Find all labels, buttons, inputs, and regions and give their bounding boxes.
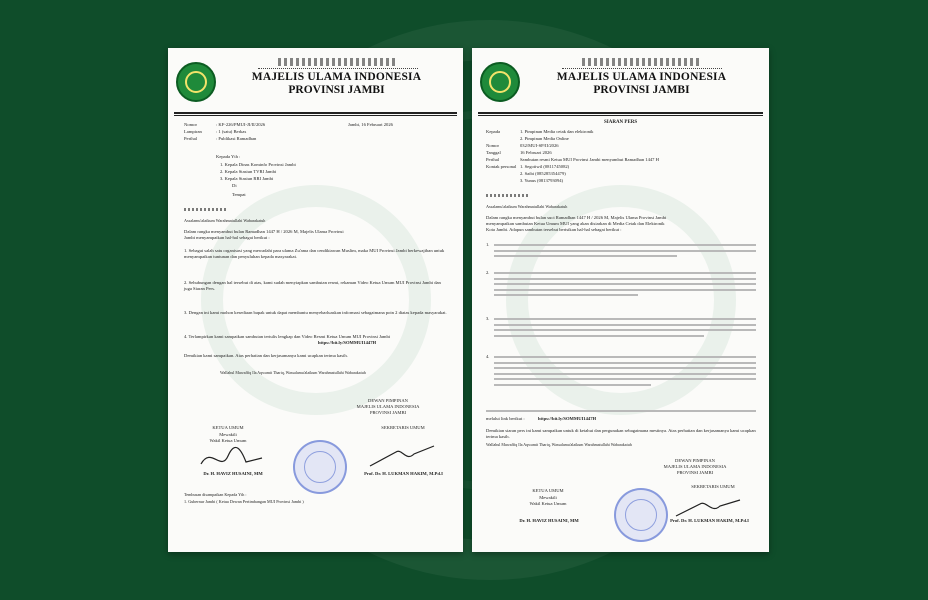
tanggal-label: Tanggal — [486, 150, 501, 155]
sekretaris-title: SEKRETARIS UMUM — [381, 425, 425, 430]
basmalah-arabic — [486, 194, 530, 197]
kepada-value: 2. Pimpinan Media Online — [520, 136, 569, 141]
kontak-label: Kontak personal — [486, 164, 517, 169]
header-divider — [174, 112, 457, 114]
salutation: Assalamu'alaikum Warahmatullahi Wabarakatuh — [486, 204, 568, 209]
sekretaris-name: Prof. Dr. H. LUKMAN HAKIM, M.Pd.I — [364, 471, 443, 476]
ketua-sub: Mewakili — [539, 495, 557, 500]
intro-line: menyampaikan sambutan Ketua Umum MUI yang akan disiarkan di Media Cetak dan Elektronik — [486, 221, 665, 226]
video-link[interactable]: https://bit.ly/SOMMUI1447H — [318, 340, 377, 345]
perihal-label: Perihal — [486, 157, 500, 162]
council-line: MAJELIS ULAMA INDONESIA — [663, 464, 727, 469]
intro-line: Jambi menyampaikan hal-hal sebagai berikut : — [184, 235, 270, 240]
point-number: 2. — [486, 270, 490, 275]
recipient-item: 3. Kepala Stasiun RRI Jambi — [220, 176, 274, 181]
nomor-value: : KF-226/PMUI-JI/II/2026 — [216, 122, 266, 127]
org-region: PROVINSI JAMBI — [288, 84, 385, 96]
nomor-label: Nomor — [184, 122, 198, 127]
kontak-value: 3. Yunus (0813793094) — [520, 178, 564, 183]
council-line: DEWAN PIMPINAN — [675, 458, 715, 463]
org-region: PROVINSI JAMBI — [593, 84, 690, 96]
ketua-name: Dr. H. HAVIZ HUSAINI, MM — [519, 518, 579, 523]
press-release-page — [472, 48, 769, 552]
council-line: DEWAN PIMPINAN — [368, 398, 408, 403]
attachment-text — [486, 410, 756, 416]
official-seal — [293, 440, 347, 494]
sekretaris-signature — [366, 442, 438, 472]
letter-date: Jambi, 16 Februari 2026 — [348, 122, 393, 127]
point-item: 2. Sehubungan dengan hal tersebut di atas, kami sudah menyiapkan sambutan resmi, rekaman Video Ketua Umum MUI Provinsi Jambi dan juga Siaran Pers. — [184, 280, 441, 291]
ketua-title: KETUA UMUM — [532, 488, 564, 493]
sekretaris-name: Prof. Dr. H. LUKMAN HAKIM, M.Pd.I — [670, 518, 749, 523]
tembusan-item: 1. Gubernur Jambi ( Ketua Dewan Pertimbangan MUI Provinsi Jambi ) — [184, 499, 304, 504]
intro-line: Dalam rangka menyambut bulan Ramadhan 1447 H / 2026 M, Majelis Ulama Provinsi — [184, 229, 344, 234]
point-item: 1. Sebagai salah satu organisasi yang mewadahi para ulama Zu'ama dan cendikiawan Muslim, maka MUI Provinsi Jambi berkewajiban untuk menyampaikan tuntunan dan penyuluhan kepada masyarakat. — [184, 248, 445, 259]
ketua-name: Dr. H. HAVIZ HUSAINI, MM — [203, 471, 263, 476]
letter-page — [168, 48, 463, 552]
header-divider-thin — [478, 115, 763, 116]
perihal-value: : Publikasi Ramadhan — [216, 136, 257, 141]
ketua-signature — [196, 444, 266, 472]
point-number: 1. — [486, 242, 490, 247]
basmalah-arabic — [184, 208, 228, 211]
kepada-value: 1. Pimpinan Media cetak dan elektronik — [520, 129, 594, 134]
recipient-item: 2. Kepala Stasiun TVRI Jambi — [220, 169, 277, 174]
ketua-title: KETUA UMUM — [212, 425, 244, 430]
tembusan-title: Tembusan disampaikan Kepada Yth : — [184, 492, 247, 497]
closing-text: Demikian siaran pers ini kami sampaikan untuk di ketahui dan pergunakan sebagaimana mestinya. Atas perhatian dan kerjasamanya kami ucapkan terima kasih. — [486, 428, 756, 439]
header-divider-thin — [174, 115, 457, 116]
lampiran-label: Lampiran — [184, 129, 202, 134]
point-body-text — [494, 272, 756, 300]
closing-text: Demikian kami sampaikan. Atas perhatian dan kerjasamanya kami ucapkan terima kasih. — [184, 353, 348, 358]
tanggal-value: 16 Februari 2026 — [520, 150, 552, 155]
perihal-label: Perihal — [184, 136, 198, 141]
ketua-sub: Mewakili — [219, 432, 237, 437]
header-divider — [478, 112, 763, 114]
mui-logo-icon — [480, 62, 520, 102]
arabic-calligraphy-header — [258, 58, 418, 69]
salutation: Assalamu'alaikum Warahmatullahi Wabarakatuh — [184, 218, 266, 223]
video-link[interactable]: https://bit.ly/SOMMUI1447H — [538, 416, 597, 421]
sekretaris-title: SEKRETARIS UMUM — [691, 484, 735, 489]
closing-salam: Wallahul Muwaffiq Ila Aqwamit Thariq, Wassalamu'alaikum Warahmatullahi Wabarakatuh — [220, 370, 366, 375]
point-item: 3. Dengan ini kami mohon kesediaan bapak untuk dapat membantu menyebarluaskan informasi sebagaimana poin 2 diatas kepada masyarakat. — [184, 310, 447, 315]
ketua-sub: Wakil Ketua Umum — [529, 501, 567, 506]
intro-line: Kota Jambi. Adapun sambutan tersebut berisikan hal-hal sebagai berikut : — [486, 227, 622, 232]
ketua-sub: Wakil Ketua Umum — [209, 438, 247, 443]
kontak-value: 1. Segotiwil (0811745082) — [520, 164, 570, 169]
point-item: 4. Terlampirkan kami sampaikan sambutan tertulis lengkap dan Video Resmi Ketua Umum MUI Provinsi Jambi — [184, 334, 391, 339]
org-name: MAJELIS ULAMA INDONESIA — [556, 71, 727, 83]
point-body-text — [494, 356, 756, 390]
lampiran-value: : 1 (satu) Berkas — [216, 129, 247, 134]
point-number: 3. — [486, 316, 490, 321]
link-label: melalui link berikut : — [486, 416, 525, 421]
official-seal — [614, 488, 668, 542]
nomor-label: Nomor — [486, 143, 500, 148]
di-label: Di — [232, 183, 237, 188]
mui-logo-icon — [176, 62, 216, 102]
point-body-text — [494, 318, 756, 340]
nomor-value: 032/MUI-SP/II/2026 — [520, 143, 559, 148]
kepada-label: Kepada — [486, 129, 501, 134]
council-line: PROVINSI JAMBI — [369, 410, 407, 415]
arabic-calligraphy-header — [562, 58, 722, 69]
perihal-value: Sambutan resmi Ketua MUI Provinsi Jambi menyambut Ramadhan 1447 H — [520, 157, 659, 162]
point-number: 4. — [486, 354, 490, 359]
council-line: MAJELIS ULAMA INDONESIA — [356, 404, 420, 409]
press-title: SIARAN PERS — [604, 120, 638, 125]
point-body-text — [494, 244, 756, 261]
intro-line: Dalam rangka menyambut bulan suci Ramadhan 1447 H / 2026 M, Majelis Ulama Provinsi Jambi — [486, 215, 667, 220]
closing-salam: Wallahul Muwaffiq Ila Aqwamit Thariq, Wassalamu'alaikum Warahmatullahi Wabarakatuh — [486, 442, 632, 447]
org-name: MAJELIS ULAMA INDONESIA — [251, 71, 422, 83]
recipient-item: 1. Kepala Dinas Kominfo Provinsi Jambi — [220, 162, 296, 167]
council-line: PROVINSI JAMBI — [676, 470, 714, 475]
kontak-value: 2. Saibi (085285354479) — [520, 171, 566, 176]
kepada-label: Kepada Yth : — [216, 154, 241, 159]
tempat-label: Tempat — [232, 192, 246, 197]
